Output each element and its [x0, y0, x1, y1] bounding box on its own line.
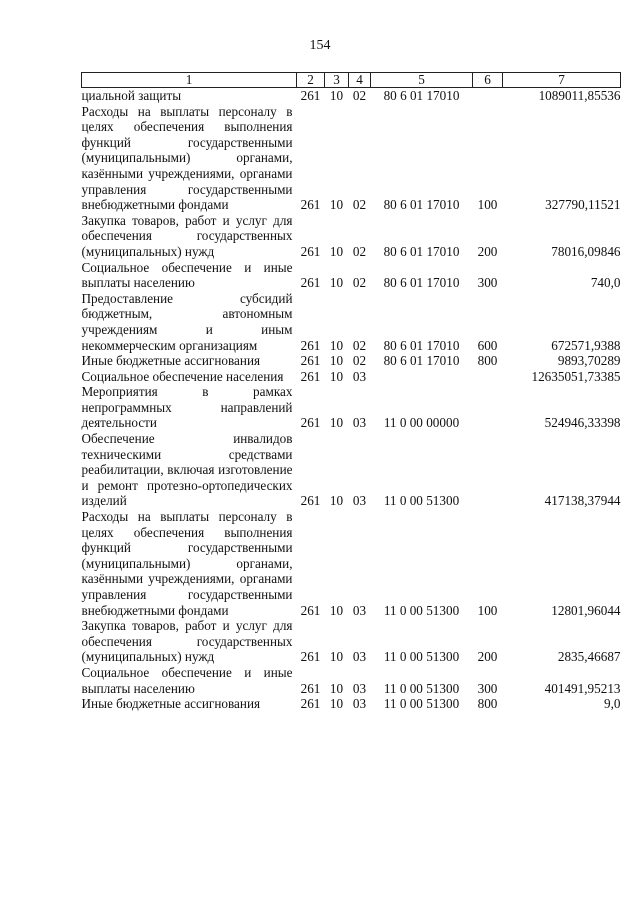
- row-subsection-code: 03: [352, 368, 367, 384]
- row-expense-type: 200: [477, 649, 498, 665]
- row-grbs-code: 261: [300, 353, 321, 369]
- row-subsection-code: 02: [352, 353, 367, 369]
- header-col-3: 3: [325, 73, 349, 88]
- row-subsection-code: 03: [352, 602, 367, 618]
- row-expense-type: [473, 369, 503, 385]
- row-expense-type: [473, 384, 503, 431]
- row-description: Социальное обеспечение и иные выплаты населению: [81, 259, 293, 291]
- row-amount: 327790,11521: [545, 197, 621, 213]
- row-section-code: 10: [329, 337, 344, 353]
- header-col-6: 6: [473, 73, 503, 88]
- row-grbs-code: 261: [300, 368, 321, 384]
- row-description: Предоставление субсидий бюджетным, автономным учреждениям и иным некоммерческим организациям: [81, 290, 293, 353]
- row-description: Мероприятия в рамках непрограммных направлений деятельности: [81, 384, 293, 431]
- row-target-article: 80 6 01 17010: [383, 197, 460, 213]
- row-section-code: 10: [329, 353, 344, 369]
- table-row: [82, 88, 621, 104]
- row-grbs-code: 261: [300, 197, 321, 213]
- row-grbs-code: 261: [300, 88, 321, 103]
- row-grbs-code: 261: [300, 337, 321, 353]
- row-section-code: 10: [329, 602, 344, 618]
- row-section-code: 10: [329, 649, 344, 665]
- table-row: [82, 665, 621, 696]
- table-row: [82, 431, 621, 509]
- row-expense-type: [473, 431, 503, 509]
- table-row: [82, 104, 621, 213]
- row-amount: 672571,9388: [551, 337, 621, 353]
- row-section-code: 10: [329, 88, 344, 103]
- row-subsection-code: 02: [352, 197, 367, 213]
- row-expense-type: 100: [477, 602, 498, 618]
- row-target-article: 80 6 01 17010: [383, 353, 460, 369]
- row-amount: 12801,96044: [551, 602, 621, 618]
- row-section-code: 10: [329, 493, 344, 509]
- row-grbs-code: 261: [300, 243, 321, 259]
- row-description: Иные бюджетные ассигнования: [81, 353, 261, 369]
- table-row: [82, 696, 621, 712]
- row-section-code: 10: [329, 680, 344, 696]
- row-expense-type: 800: [477, 696, 498, 712]
- row-expense-type: 200: [477, 243, 498, 259]
- row-target-article: 80 6 01 17010: [383, 88, 460, 103]
- row-grbs-code: 261: [300, 275, 321, 291]
- header-col-2: 2: [297, 73, 325, 88]
- row-target-article: [371, 369, 473, 385]
- row-description: циальной защиты: [81, 88, 182, 103]
- row-expense-type: 100: [477, 197, 498, 213]
- row-expense-type: 300: [477, 275, 498, 291]
- table-row: [82, 213, 621, 260]
- row-subsection-code: 02: [352, 243, 367, 259]
- row-grbs-code: 261: [300, 680, 321, 696]
- row-grbs-code: 261: [300, 649, 321, 665]
- row-description: Социальное обеспечение и иные выплаты населению: [81, 664, 293, 696]
- row-expense-type: 300: [477, 680, 498, 696]
- row-section-code: 10: [329, 243, 344, 259]
- table-row: [82, 384, 621, 431]
- table-row: [82, 369, 621, 385]
- table-row: [82, 353, 621, 369]
- row-section-code: 10: [329, 415, 344, 431]
- row-description: Социальное обеспечение населения: [81, 368, 284, 384]
- table-row: [82, 509, 621, 618]
- row-grbs-code: 261: [300, 696, 321, 712]
- row-section-code: 10: [329, 696, 344, 712]
- row-subsection-code: 02: [352, 88, 367, 103]
- row-amount: 9,0: [604, 696, 621, 712]
- row-description: Расходы на выплаты персоналу в целях обеспечения выполнения функций государственными (муниципальными) органами, казёнными учреждениями, органами управления государственными внебюджетными фондами: [81, 509, 293, 618]
- row-target-article: 80 6 01 17010: [383, 243, 460, 259]
- row-section-code: 10: [329, 368, 344, 384]
- header-col-1: 1: [82, 73, 297, 88]
- row-description: Закупка товаров, работ и услуг для обеспечения государственных (муниципальных) нужд: [81, 618, 293, 665]
- table-row: [82, 260, 621, 291]
- row-target-article: 11 0 00 00000: [383, 415, 460, 431]
- row-description: Расходы на выплаты персоналу в целях обеспечения выполнения функций государственными (муниципальными) органами, казёнными учреждениями, органами управления государственными внебюджетными фондами: [81, 103, 293, 213]
- row-target-article: 11 0 00 51300: [383, 493, 460, 509]
- row-amount: 78016,09846: [551, 243, 621, 259]
- page-number: 154: [309, 38, 331, 53]
- row-section-code: 10: [329, 197, 344, 213]
- row-grbs-code: 261: [300, 415, 321, 431]
- row-expense-type: 600: [477, 337, 498, 353]
- row-subsection-code: 03: [352, 415, 367, 431]
- row-subsection-code: 03: [352, 649, 367, 665]
- row-amount: 12635051,73385: [531, 368, 621, 384]
- row-description: Закупка товаров, работ и услуг для обеспечения государственных (муниципальных) нужд: [81, 212, 293, 259]
- row-target-article: 11 0 00 51300: [383, 602, 460, 618]
- row-amount: 524946,33398: [544, 415, 621, 431]
- table-row: [82, 291, 621, 353]
- budget-table: [81, 72, 621, 712]
- header-col-4: 4: [349, 73, 371, 88]
- row-subsection-code: 03: [352, 696, 367, 712]
- row-target-article: 80 6 01 17010: [383, 337, 460, 353]
- row-target-article: 11 0 00 51300: [383, 649, 460, 665]
- row-target-article: 80 6 01 17010: [383, 275, 460, 291]
- row-description: Иные бюджетные ассигнования: [81, 696, 261, 712]
- row-subsection-code: 03: [352, 493, 367, 509]
- table-body: [82, 88, 621, 712]
- header-col-5: 5: [371, 73, 473, 88]
- row-subsection-code: 03: [352, 680, 367, 696]
- row-grbs-code: 261: [300, 493, 321, 509]
- row-grbs-code: 261: [300, 602, 321, 618]
- row-amount: 740,0: [590, 275, 621, 291]
- row-description: Обеспечение инвалидов техническими средствами реабилитации, включая изготовление и ремонт протезно-ортопедических изделий: [81, 431, 293, 509]
- row-amount: 417138,37944: [544, 493, 621, 509]
- row-subsection-code: 02: [352, 337, 367, 353]
- row-amount: 9893,70289: [557, 353, 621, 369]
- table-header: [82, 73, 621, 88]
- row-expense-type: [473, 88, 503, 104]
- row-amount: 401491,95213: [544, 680, 621, 696]
- row-amount: 2835,46687: [557, 649, 621, 665]
- row-expense-type: 800: [477, 353, 498, 369]
- row-amount: 1089011,85536: [538, 88, 621, 103]
- row-target-article: 11 0 00 51300: [383, 680, 460, 696]
- row-target-article: 11 0 00 51300: [383, 696, 460, 712]
- header-col-7: 7: [503, 73, 621, 88]
- row-section-code: 10: [329, 275, 344, 291]
- table-row: [82, 618, 621, 665]
- row-subsection-code: 02: [352, 275, 367, 291]
